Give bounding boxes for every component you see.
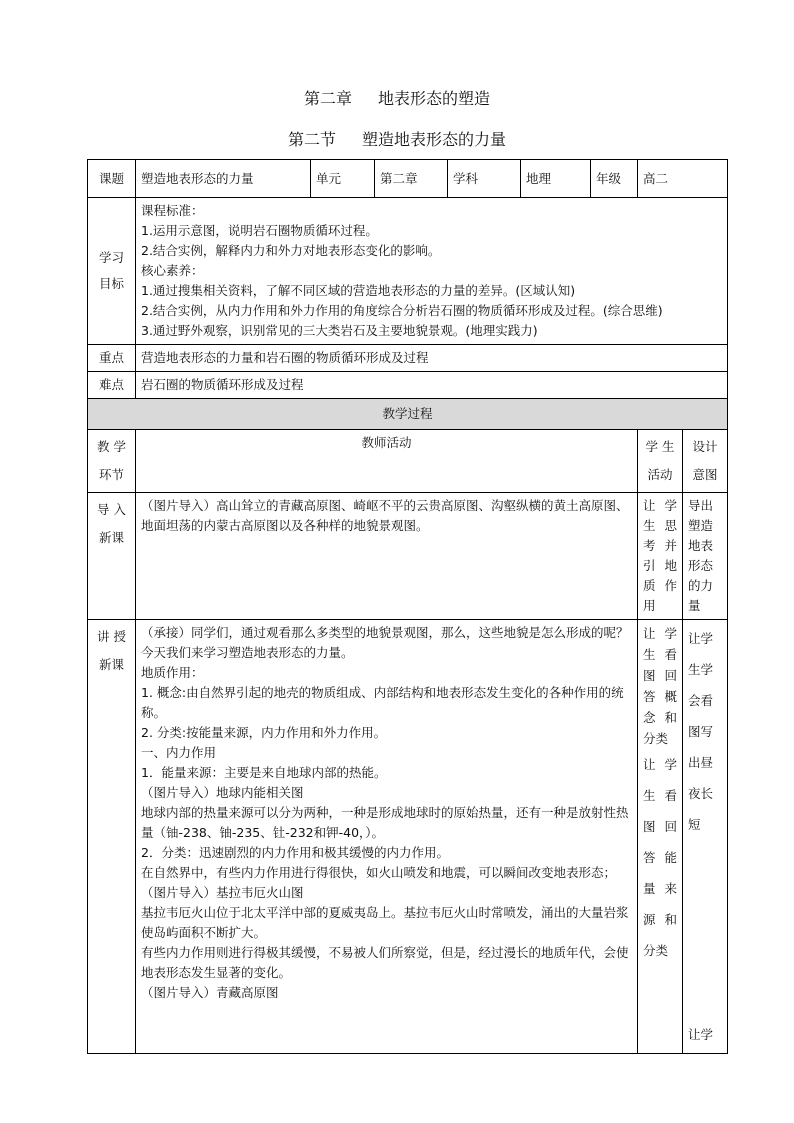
teacher-paragraph: 有些内力作用则进行得极其缓慢，不易被人们所察觉，但是，经过漫长的地质年代，会使地表形态发生显著的变化。	[141, 945, 629, 980]
design-spacer	[688, 840, 722, 1019]
process-section-title: 教学过程	[88, 399, 728, 430]
teacher-paragraph: 地球内部的热量来源可以分为两种，一种是形成地球时的原始热量，还有一种是放射性热量（铀-238、铀-235、钍-232和钾-40，）。	[141, 805, 629, 840]
design-line: 塑造	[688, 518, 714, 533]
student-activity	[638, 493, 683, 620]
key-point-row	[88, 345, 728, 372]
teacher-paragraph: 地质作用：	[141, 665, 204, 680]
design-line: 短	[688, 817, 701, 832]
student-line: 量 来	[643, 881, 677, 896]
col-stage-line1: 教 学	[97, 439, 126, 454]
student-line: 让 学	[643, 498, 677, 513]
process-columns-row	[88, 430, 728, 493]
goals-label-line1: 学习	[98, 250, 124, 265]
teacher-paragraph: 1. 概念:由自然界引起的地壳的物质组成、内部结构和地表形态发生变化的各种作用的统称。	[141, 685, 624, 720]
goals-label	[88, 198, 136, 345]
goals-row	[88, 198, 728, 345]
chapter-heading	[0, 86, 794, 109]
design-intent	[683, 493, 728, 620]
teacher-activity	[136, 620, 638, 1054]
goal-line: 2.结合实例，从内力作用和外力作用的角度综合分析岩石圈的物质循环形成及过程。(综合思维)	[141, 303, 663, 318]
goal-line: 1.通过搜集相关资料，了解不同区域的营造地表形态的力量的差异。(区域认知)	[141, 283, 576, 298]
design-line: 出昼	[688, 755, 714, 770]
difficulty-label: 难点	[88, 372, 136, 399]
teacher-paragraph: 在自然界中，有些内力作用进行得很快，如火山喷发和地震，可以瞬间改变地表形态；	[141, 865, 617, 880]
student-line: 图 回	[643, 819, 677, 834]
student-line: 生 思	[643, 518, 677, 533]
subject-label: 学科	[448, 160, 521, 198]
section-heading	[0, 127, 794, 150]
difficulty-value: 岩石圈的物质循环形成及过程	[136, 372, 728, 399]
stage-line2: 新课	[98, 530, 124, 545]
col-design-line2: 意图	[692, 467, 718, 482]
design-line: 会看	[688, 693, 714, 708]
student-line: 答 概	[643, 689, 677, 704]
unit-value: 第二章	[375, 160, 448, 198]
teacher-paragraph: （图片导入）青藏高原图	[141, 985, 279, 1000]
lesson-plan-table	[87, 159, 728, 1054]
chapter-title: 地表形态的塑造	[378, 89, 491, 108]
stage-cell	[88, 493, 136, 620]
student-line: 源 和	[643, 912, 677, 927]
key-point-value: 营造地表形态的力量和岩石圈的物质循环形成及过程	[136, 345, 728, 372]
teacher-paragraph: 基拉韦厄火山位于北太平洋中部的夏威夷岛上。基拉韦厄火山时常喷发，涌出的大量岩浆使岛屿面积不断扩大。	[141, 905, 629, 940]
teacher-paragraph: 2．分类：迅速剧烈的内力作用和极其缓慢的内力作用。	[141, 845, 449, 860]
col-stage-line2: 环节	[98, 467, 124, 482]
design-line: 生学	[688, 662, 714, 677]
student-line: 让 学	[643, 757, 677, 772]
student-line: 引 地	[643, 558, 677, 573]
col-design-line1: 设计	[692, 439, 718, 454]
info-row	[88, 160, 728, 198]
topic-label: 课题	[88, 160, 136, 198]
design-line: 形态	[688, 558, 714, 573]
process-row-intro	[88, 493, 728, 620]
stage-line1: 讲 授	[97, 629, 126, 644]
design-line: 地表	[688, 538, 714, 553]
grade-value: 高二	[638, 160, 728, 198]
col-teacher: 教师活动	[136, 430, 638, 493]
student-line: 生 看	[643, 788, 677, 803]
process-row-lecture	[88, 620, 728, 1054]
student-line: 分类	[643, 731, 669, 746]
teacher-paragraph: （承接）同学们，通过观看那么多类型的地貌景观图，那么，这些地貌是怎么形成的呢？今天我们来学习塑造地表形态的力量。	[141, 625, 629, 660]
student-line: 分类	[643, 943, 669, 958]
difficulty-row	[88, 372, 728, 399]
student-line: 质 作	[643, 578, 677, 593]
design-line: 导出	[688, 498, 714, 513]
subject-value: 地理	[521, 160, 591, 198]
col-stage	[88, 430, 136, 493]
teacher-paragraph: （图片导入）高山耸立的青藏高原图、崎岖不平的云贵高原图、沟壑纵横的黄土高原图、地面坦荡的内蒙古高原图以及各种样的地貌景观图。	[141, 498, 629, 533]
topic-value: 塑造地表形态的力量	[136, 160, 311, 198]
student-line: 答 能	[643, 850, 677, 865]
student-line: 生 看	[643, 647, 677, 662]
goals-content	[136, 198, 728, 345]
stage-line1: 导 入	[97, 502, 126, 517]
goal-line: 1.运用示意图，说明岩石圈物质循环过程。	[141, 223, 378, 238]
design-line: 的力	[688, 578, 714, 593]
student-line: 图 回	[643, 668, 677, 683]
teacher-paragraph: （图片导入）基拉韦厄火山图	[141, 885, 304, 900]
design-line: 量	[688, 598, 701, 613]
teacher-paragraph: （图片导入）地球内能相关图	[141, 785, 304, 800]
teacher-paragraph: 2. 分类:按能量来源，内力作用和外力作用。	[141, 725, 387, 740]
section-number: 第二节	[287, 130, 336, 149]
teacher-activity	[136, 493, 638, 620]
stage-line2: 新课	[98, 657, 124, 672]
teacher-paragraph: 一、内力作用	[141, 745, 217, 760]
section-title: 塑造地表形态的力量	[362, 130, 507, 149]
design-line: 让学	[688, 1027, 714, 1042]
student-line: 念 和	[643, 710, 677, 725]
unit-label: 单元	[311, 160, 375, 198]
student-line: 用	[643, 598, 656, 613]
student-line: 考 并	[643, 538, 677, 553]
col-student	[638, 430, 683, 493]
teacher-paragraph: 1．能量来源：主要是来自地球内部的热能。	[141, 765, 387, 780]
design-intent	[683, 620, 728, 1054]
grade-label: 年级	[591, 160, 638, 198]
design-line: 夜长	[688, 786, 714, 801]
student-activity	[638, 620, 683, 1054]
process-header-row	[88, 399, 728, 430]
design-line: 图写	[688, 724, 714, 739]
goal-line: 核心素养：	[141, 263, 204, 278]
stage-cell	[88, 620, 136, 1054]
col-student-line2: 活动	[647, 467, 673, 482]
design-line: 让学	[688, 631, 714, 646]
goal-line: 3.通过野外观察，识别常见的三大类岩石及主要地貌景观。(地理实践力)	[141, 323, 538, 338]
goal-line: 课程标准：	[141, 203, 204, 218]
chapter-number: 第二章	[303, 89, 352, 108]
goals-label-line2: 目标	[98, 276, 124, 291]
key-point-label: 重点	[88, 345, 136, 372]
col-design	[683, 430, 728, 493]
goal-line: 2.结合实例，解释内力和外力对地表形态变化的影响。	[141, 243, 441, 258]
student-line: 让 学	[643, 626, 677, 641]
col-student-line1: 学 生	[645, 439, 675, 454]
